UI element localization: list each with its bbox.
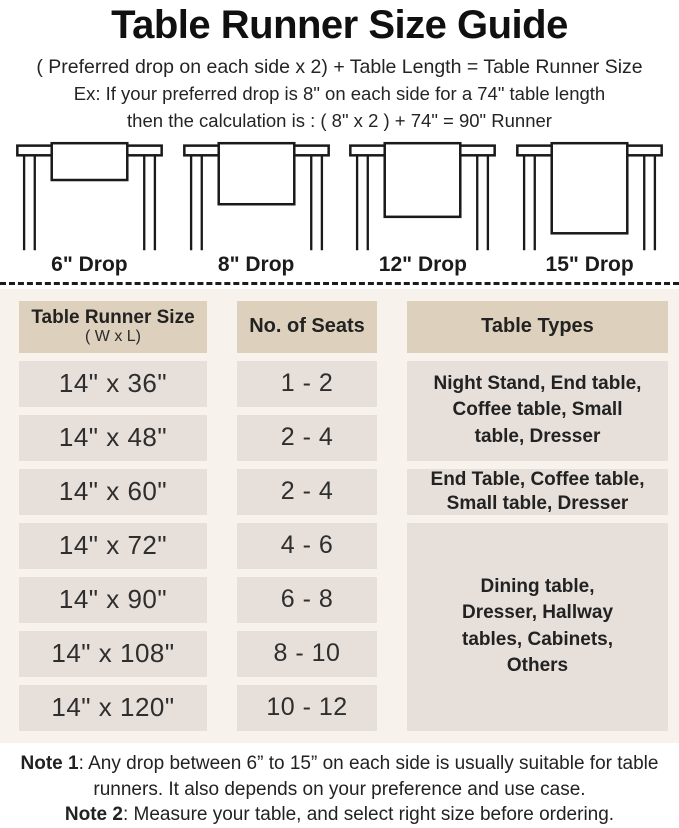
size-cell: 14" x 48" — [19, 415, 207, 461]
seats-cell: 8 - 10 — [237, 631, 377, 677]
drop-label: 15" Drop — [545, 252, 634, 276]
header-table-types: Table Types — [407, 301, 668, 353]
table-types-medium: End Table, Coffee table, Small table, Dresser — [407, 469, 668, 515]
note-1 — [2, 751, 677, 803]
header-no-of-seats: No. of Seats — [237, 301, 377, 353]
size-cell: 14" x 120" — [19, 685, 207, 731]
note-1-text: : Any drop between 6” to 15” on each side is usually suitable for table runners. It also depends on your preference and use case. — [78, 752, 659, 800]
header-title: Table Runner Size — [31, 306, 195, 328]
runner-drape — [552, 143, 628, 233]
size-cell: 14" x 60" — [19, 469, 207, 515]
table-types-large: Dining table, Dresser, Hallway tables, Cabinets, Others — [407, 523, 668, 731]
seats-cell: 1 - 2 — [237, 361, 377, 407]
table-drawing-icon — [179, 140, 334, 252]
example-line-1: Ex: If your preferred drop is 8" on each side for a 74" table length — [73, 83, 606, 105]
example-line-2: then the calculation is : ( 8" x 2 ) + 74" = 90" Runner — [127, 109, 552, 131]
seats-cell: 2 - 4 — [237, 469, 377, 515]
seats-cell: 4 - 6 — [237, 523, 377, 569]
note-1-label: Note 1 — [20, 752, 79, 774]
drop-illustration-8 — [173, 140, 340, 277]
drop-label: 8" Drop — [217, 252, 295, 276]
size-cell: 14" x 108" — [19, 631, 207, 677]
drop-illustration-6 — [6, 140, 173, 277]
drop-illustrations — [0, 140, 679, 277]
size-cell: 14" x 72" — [19, 523, 207, 569]
size-table — [0, 289, 679, 743]
drop-illustration-12 — [340, 140, 507, 277]
notes — [0, 751, 679, 828]
drop-label: 12" Drop — [378, 252, 467, 276]
note-2-label: Note 2 — [64, 804, 123, 826]
header-subtitle: ( W x L) — [85, 328, 141, 346]
page-title: Table Runner Size Guide — [111, 3, 568, 47]
runner-drape — [385, 143, 461, 217]
table-types-small: Night Stand, End table, Coffee table, Small table, Dresser — [407, 361, 668, 461]
seats-cell: 6 - 8 — [237, 577, 377, 623]
runner-drape — [52, 143, 128, 180]
table-drawing-icon — [512, 140, 667, 252]
drop-illustration-15 — [506, 140, 673, 277]
runner-drape — [218, 143, 294, 204]
dashed-divider — [0, 282, 679, 285]
note-2 — [2, 802, 677, 828]
size-cell: 14" x 90" — [19, 577, 207, 623]
table-drawing-icon — [345, 140, 500, 252]
drop-label: 6" Drop — [51, 252, 128, 276]
size-cell: 14" x 36" — [19, 361, 207, 407]
seats-cell: 10 - 12 — [237, 685, 377, 731]
header-table-runner-size — [19, 301, 207, 353]
seats-cell: 2 - 4 — [237, 415, 377, 461]
formula-text: ( Preferred drop on each side x 2) + Table Length = Table Runner Size — [36, 56, 643, 78]
note-2-text: : Measure your table, and select right size before ordering. — [122, 804, 615, 826]
table-drawing-icon — [12, 140, 167, 252]
